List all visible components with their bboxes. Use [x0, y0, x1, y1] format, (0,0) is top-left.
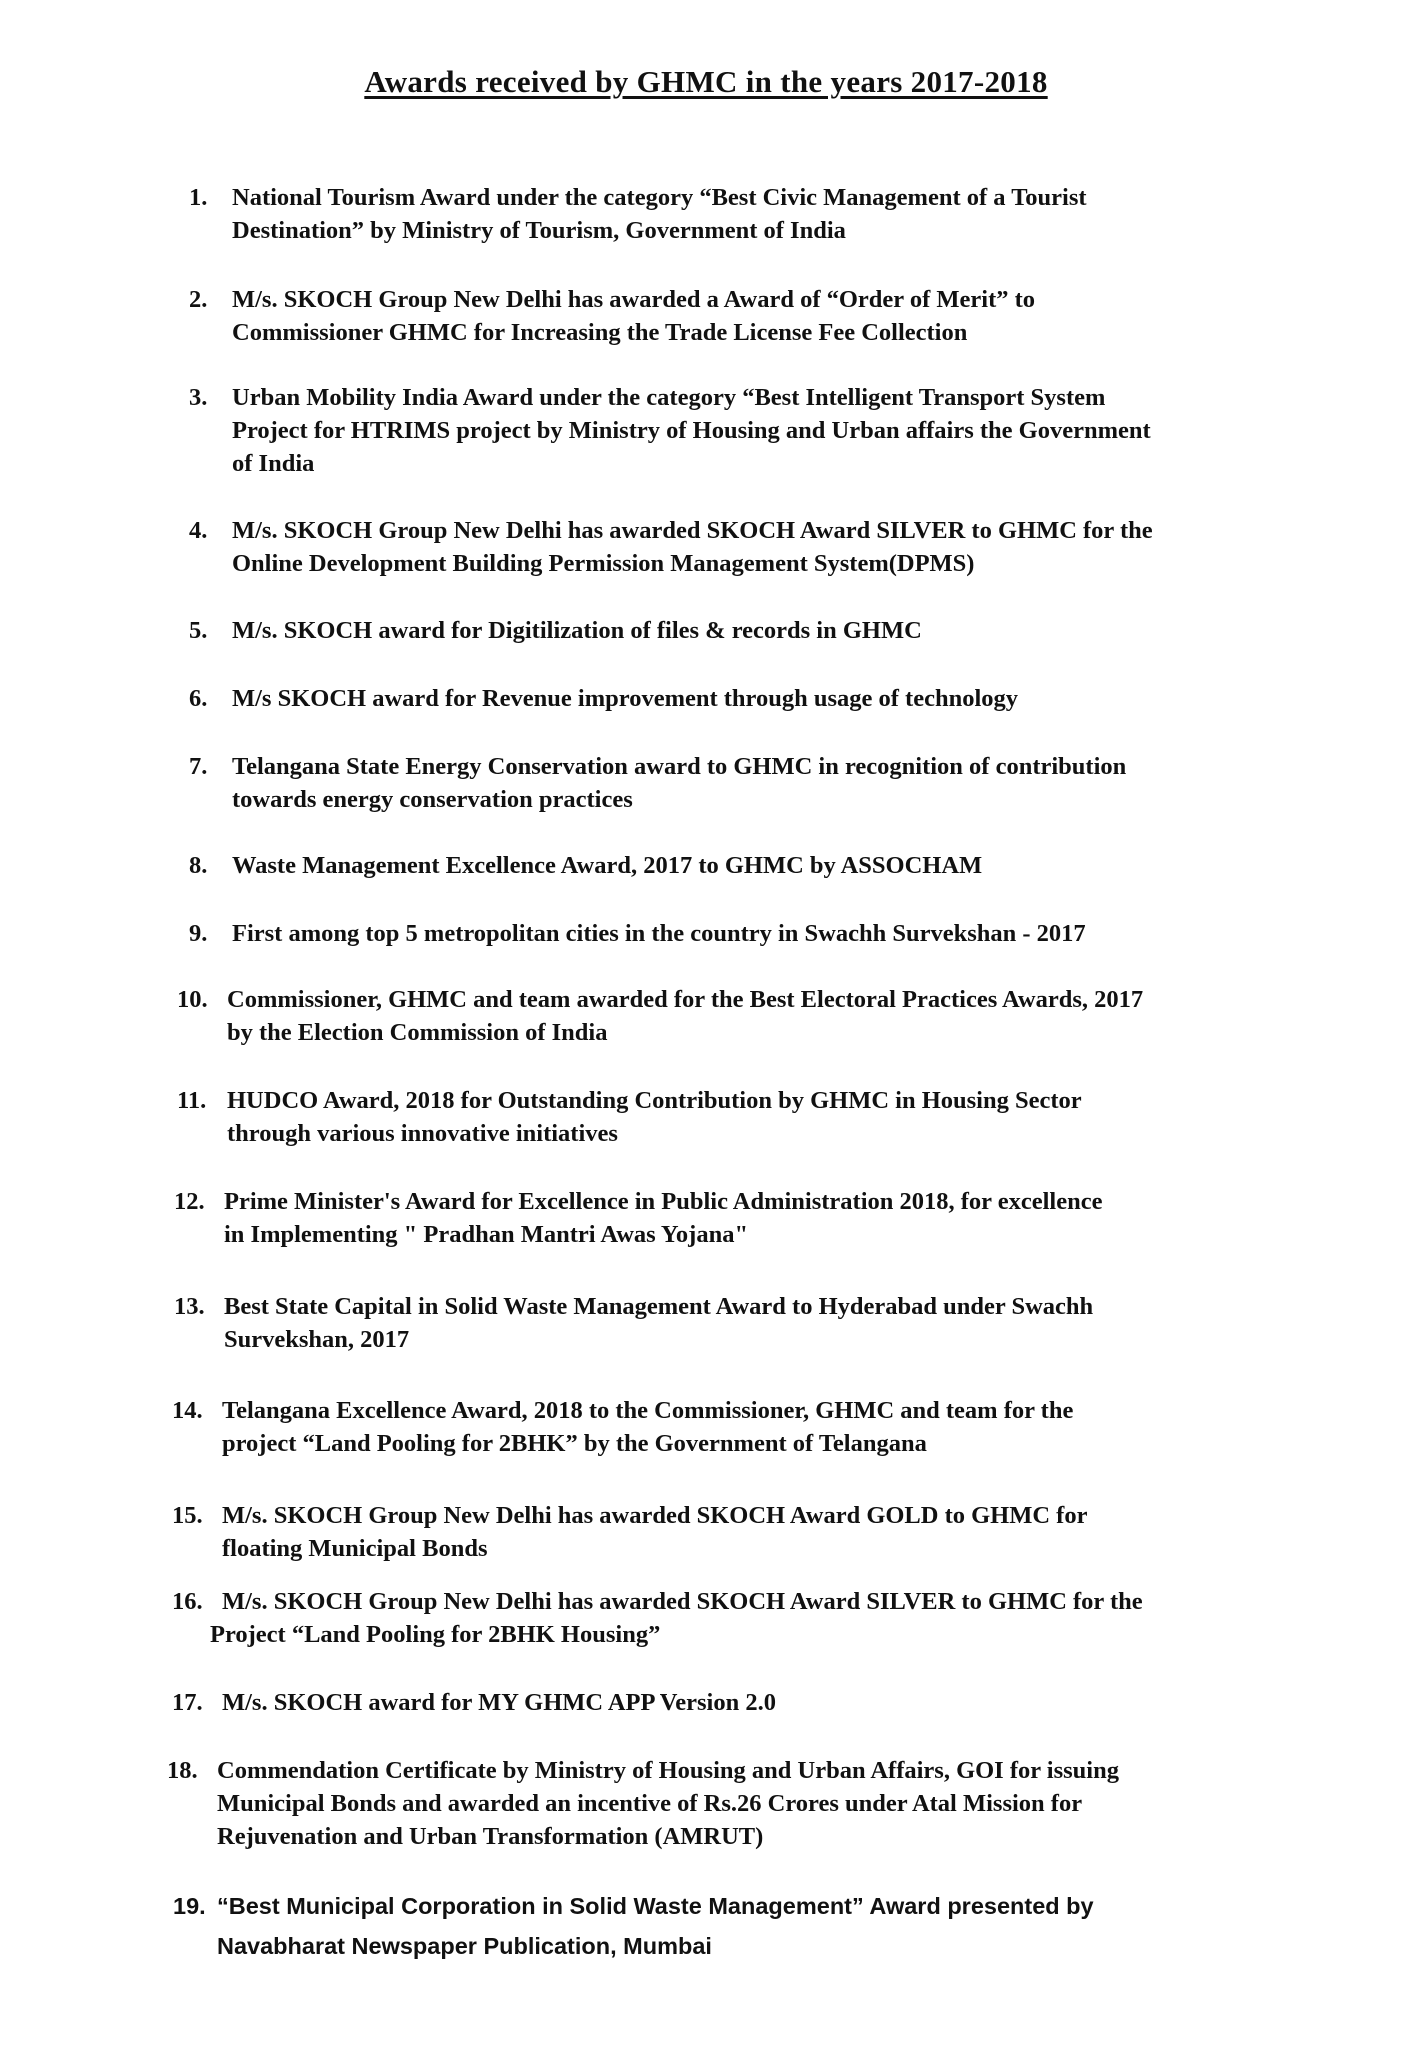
award-text-line: M/s. SKOCH Group New Delhi has awarded SKOCH Award SILVER to GHMC for the: [232, 517, 1153, 544]
award-text-line: Prime Minister's Award for Excellence in Public Administration 2018, for excellence: [224, 1188, 1103, 1215]
award-text-line: M/s. SKOCH award for MY GHMC APP Version 2.0: [222, 1689, 776, 1716]
award-text-line: HUDCO Award, 2018 for Outstanding Contribution by GHMC in Housing Sector: [227, 1087, 1082, 1114]
award-item-9: [189, 917, 1086, 950]
award-text-line: Rejuvenation and Urban Transformation (AMRUT): [217, 1823, 764, 1850]
award-text-line: M/s. SKOCH award for Digitilization of files & records in GHMC: [232, 617, 922, 644]
award-item-19: [173, 1886, 1094, 1966]
award-text-line: Urban Mobility India Award under the category “Best Intelligent Transport System: [232, 384, 1106, 411]
award-item-12: [174, 1185, 1103, 1251]
award-item-14: [172, 1394, 1074, 1460]
award-text-line: Commissioner, GHMC and team awarded for the Best Electoral Practices Awards, 2017: [227, 986, 1144, 1013]
award-item-11: [177, 1084, 1082, 1150]
award-number: 13.: [174, 1293, 205, 1320]
award-number: 3.: [189, 384, 208, 411]
award-number: 17.: [172, 1689, 203, 1716]
award-text-line: floating Municipal Bonds: [222, 1535, 488, 1562]
award-text-line: Best State Capital in Solid Waste Management Award to Hyderabad under Swachh: [224, 1293, 1094, 1320]
award-item-10: [177, 983, 1144, 1049]
award-item-13: [174, 1290, 1094, 1356]
award-text-line: Project “Land Pooling for 2BHK Housing”: [210, 1621, 661, 1648]
award-number: 14.: [172, 1397, 203, 1424]
award-text-line: project “Land Pooling for 2BHK” by the Government of Telangana: [222, 1430, 927, 1457]
award-text-line: Commendation Certificate by Ministry of Housing and Urban Affairs, GOI for issuing: [217, 1757, 1119, 1784]
award-text-line: Telangana State Energy Conservation award to GHMC in recognition of contribution: [232, 753, 1127, 780]
award-number: 1.: [189, 184, 208, 211]
award-number: 10.: [177, 986, 208, 1013]
award-text-line: “Best Municipal Corporation in Solid Waste Management” Award presented by: [217, 1893, 1094, 1919]
award-text-line: Commissioner GHMC for Increasing the Trade License Fee Collection: [232, 319, 968, 346]
award-text-line: Waste Management Excellence Award, 2017 to GHMC by ASSOCHAM: [232, 852, 983, 879]
award-text-line: towards energy conservation practices: [232, 786, 633, 813]
award-number: 16.: [172, 1588, 203, 1615]
award-text-line: First among top 5 metropolitan cities in the country in Swachh Survekshan - 2017: [232, 920, 1086, 947]
award-item-17: [172, 1686, 776, 1719]
award-item-18: [167, 1754, 1119, 1853]
award-item-8: [189, 849, 983, 882]
award-number: 9.: [189, 920, 208, 947]
award-number: 7.: [189, 753, 208, 780]
award-item-6: [189, 682, 1019, 715]
award-text-line: M/s. SKOCH Group New Delhi has awarded SKOCH Award GOLD to GHMC for: [222, 1502, 1088, 1529]
award-number: 11.: [177, 1087, 207, 1114]
award-text-line: Municipal Bonds and awarded an incentive of Rs.26 Crores under Atal Mission for: [217, 1790, 1083, 1817]
award-item-5: [189, 614, 922, 647]
award-text-line: M/s. SKOCH Group New Delhi has awarded SKOCH Award SILVER to GHMC for the: [222, 1588, 1143, 1615]
award-number: 4.: [189, 517, 208, 544]
award-item-7: [189, 750, 1127, 816]
award-text-line: Survekshan, 2017: [224, 1326, 410, 1353]
award-text-line: by the Election Commission of India: [227, 1019, 608, 1046]
award-text-line: M/s. SKOCH Group New Delhi has awarded a Award of “Order of Merit” to: [232, 286, 1036, 313]
award-number: 8.: [189, 852, 208, 879]
award-number: 15.: [172, 1502, 203, 1529]
award-number: 12.: [174, 1188, 205, 1215]
award-text-line: Destination” by Ministry of Tourism, Government of India: [232, 217, 846, 244]
award-number: 5.: [189, 617, 208, 644]
award-item-3: [189, 381, 1151, 480]
award-text-line: Navabharat Newspaper Publication, Mumbai: [217, 1933, 712, 1959]
award-text-line: Online Development Building Permission Management System(DPMS): [232, 550, 975, 577]
award-number: 18.: [167, 1757, 198, 1784]
award-text-line: in Implementing " Pradhan Mantri Awas Yojana": [224, 1221, 749, 1248]
award-item-16: [172, 1585, 1143, 1651]
award-item-4: [189, 514, 1153, 580]
award-number: 6.: [189, 685, 208, 712]
award-item-1: [189, 181, 1087, 247]
award-text-line: Project for HTRIMS project by Ministry of Housing and Urban affairs the Government: [232, 417, 1151, 444]
award-text-line: through various innovative initiatives: [227, 1120, 618, 1147]
award-number: 2.: [189, 286, 208, 313]
page-title: Awards received by GHMC in the years 2017-2018: [364, 64, 1048, 99]
award-text-line: of India: [232, 450, 315, 477]
award-text-line: M/s SKOCH award for Revenue improvement through usage of technology: [232, 685, 1019, 712]
award-text-line: Telangana Excellence Award, 2018 to the Commissioner, GHMC and team for the: [222, 1397, 1074, 1424]
award-text-line: National Tourism Award under the category “Best Civic Management of a Tourist: [232, 184, 1087, 211]
award-item-2: [189, 283, 1036, 349]
award-number: 19.: [173, 1893, 206, 1919]
award-item-15: [172, 1499, 1088, 1565]
